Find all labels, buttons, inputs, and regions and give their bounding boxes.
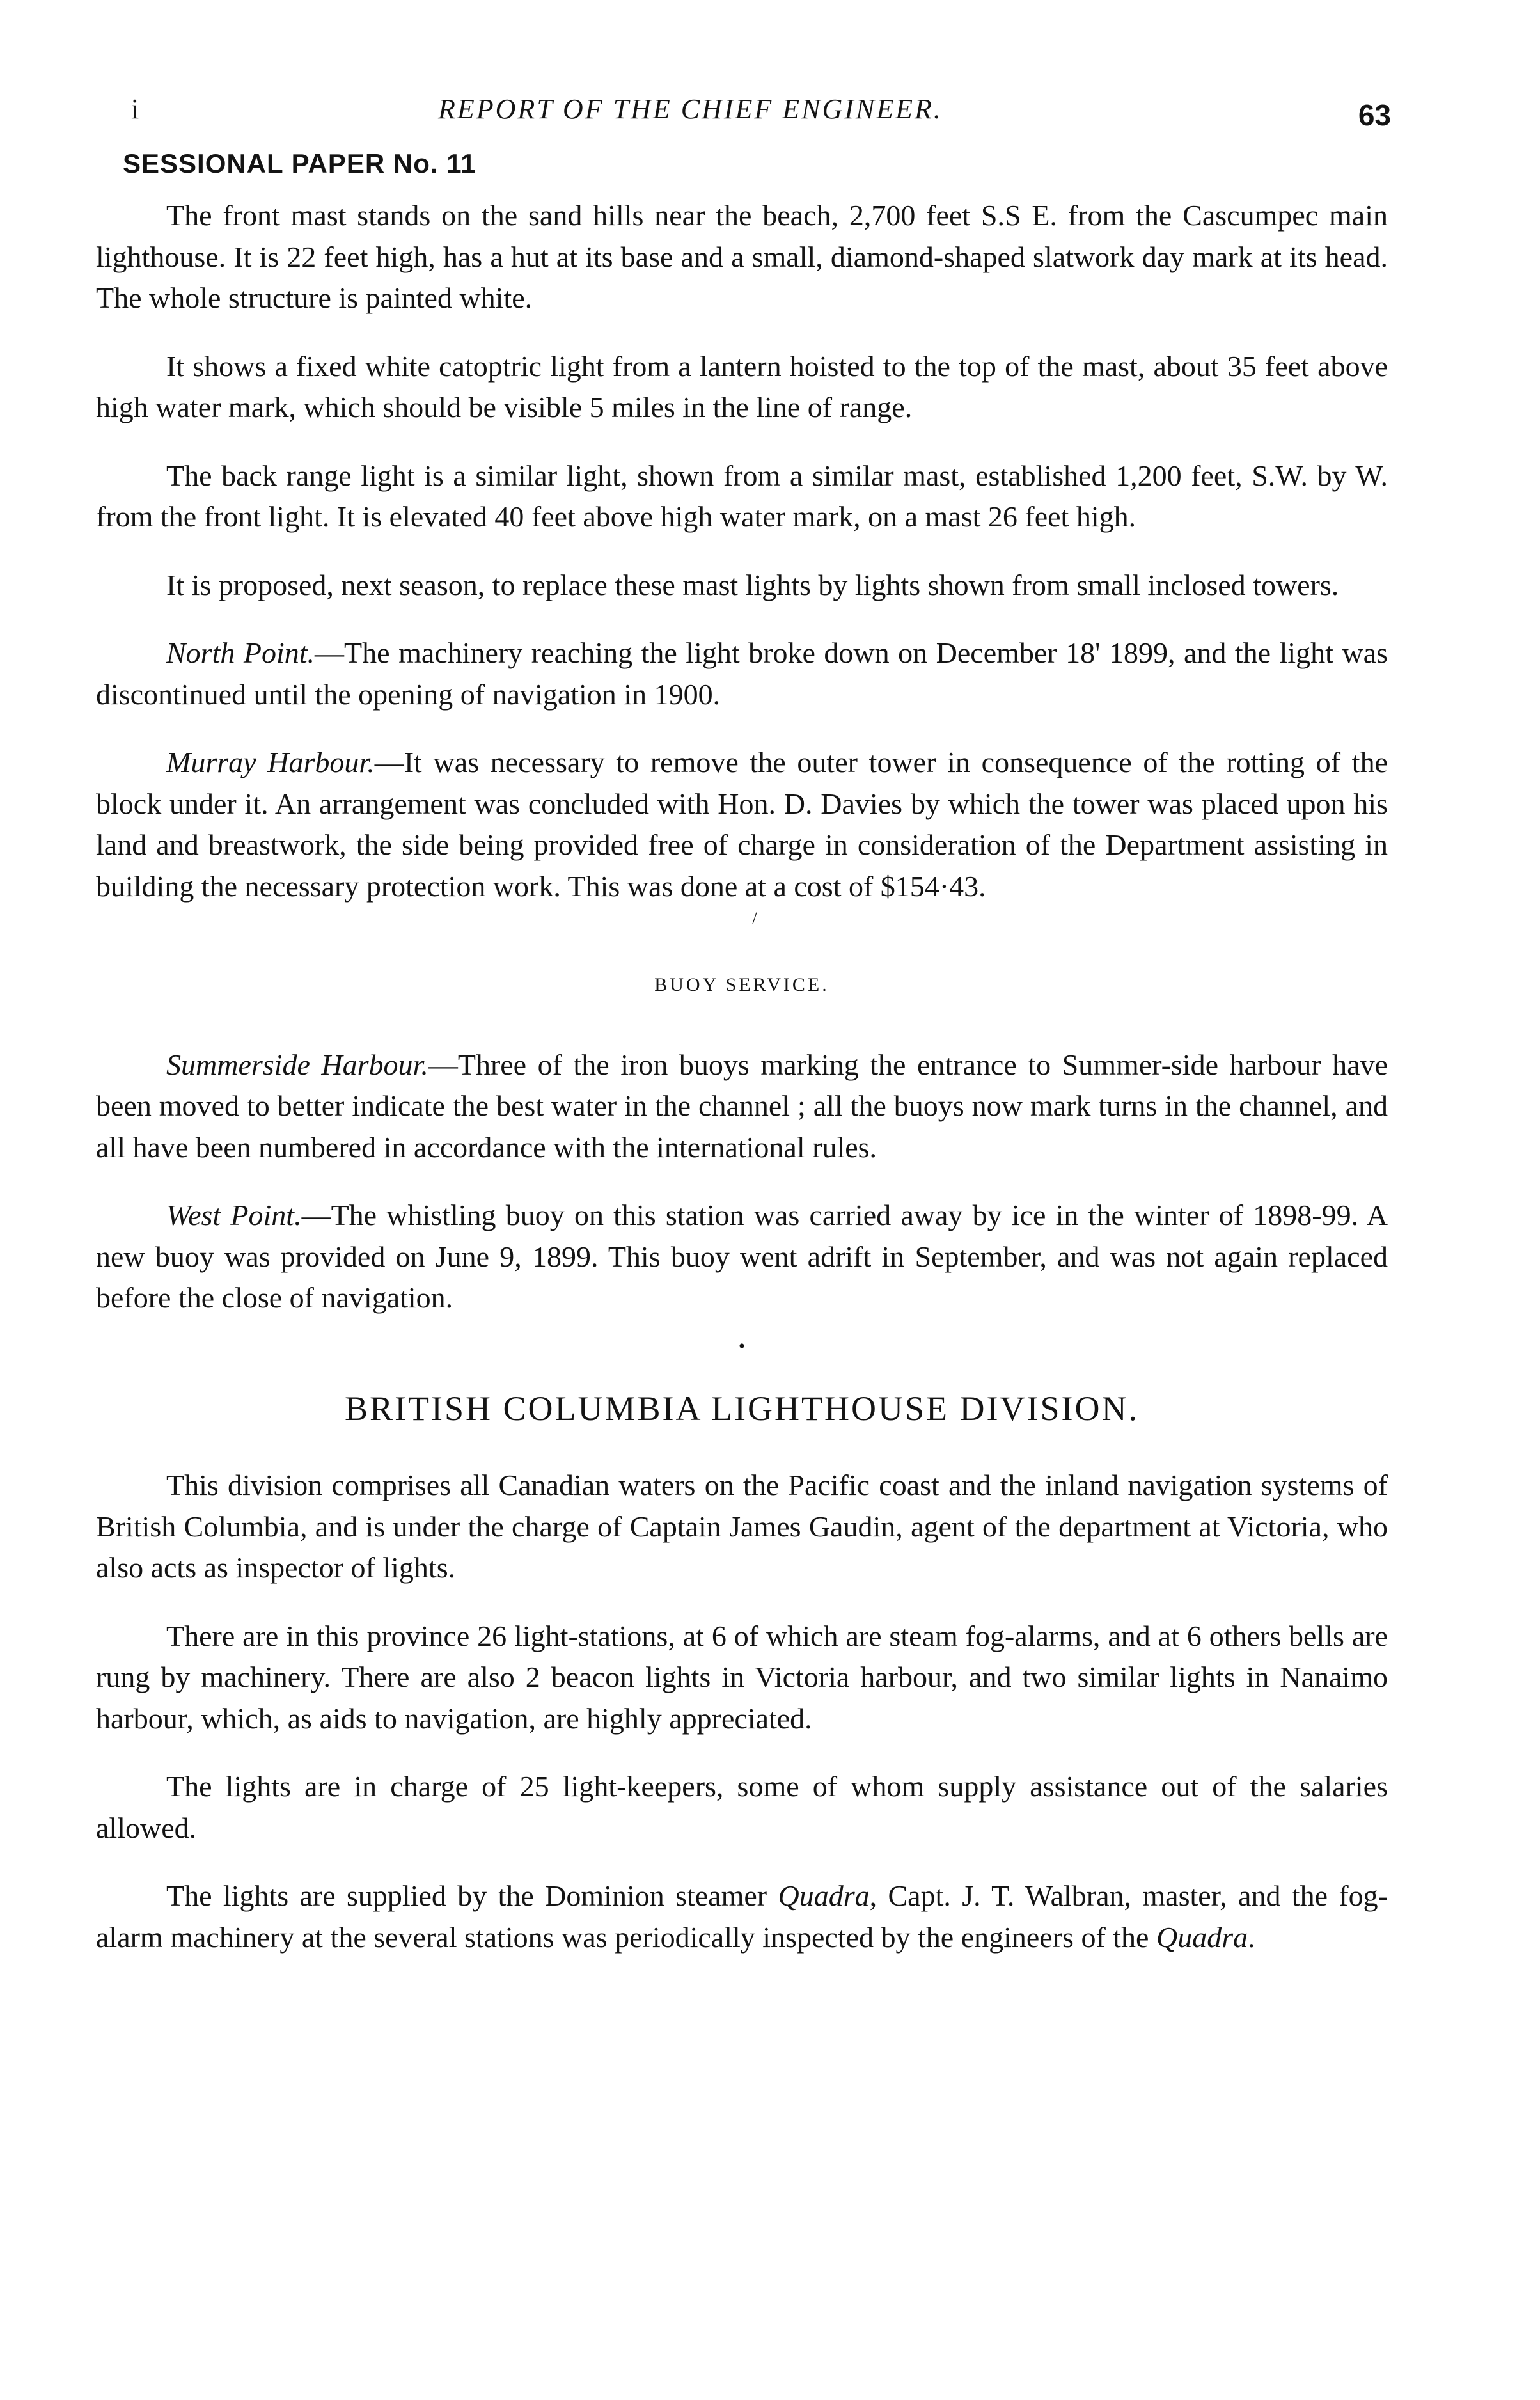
summerside-harbour-body: —Three of the iron buoys marking the entrance to Summer-side harbour have been moved to better indicate the best water in the channel ; all the buoys now mark turns in the channel, and all have been numbered in accordance with the international rules.	[96, 1048, 1388, 1164]
paragraph-murray-harbour	[96, 742, 1388, 907]
running-title: REPORT OF THE CHIEF ENGINEER.	[438, 93, 943, 125]
paragraph-front-mast: The front mast stands on the sand hills near the beach, 2,700 feet S.S E. from the Cascumpec main lighthouse. It is 22 feet high, has a hut at its base and a small, diamond-shaped slatwork day mark at its head. The whole structure is painted white.	[96, 199, 1388, 314]
murray-harbour-lead: Murray Harbour.	[166, 746, 375, 778]
supply-text-b: , Capt. J. T. Walbran, master, and the fog-alarm machinery at the several stations was periodically inspected by the engineers of the	[96, 1879, 1388, 1954]
sessional-paper-label: SESSIONAL PAPER No. 11	[123, 148, 476, 178]
header-left-mark: i	[131, 93, 139, 125]
west-point-body: —The whistling buoy on this station was carried away by ice in the winter of 1898-99. A new buoy was provided on June 9, 1899. This buoy went adrift in September, and was not again replaced before the close of navigation.	[96, 1199, 1388, 1314]
north-point-lead: North Point.	[166, 636, 315, 669]
paragraph-division-scope: This division comprises all Canadian waters on the Pacific coast and the inland navigation systems of British Columbia, and is under the charge of Captain James Gaudin, agent of the department at Victoria, who also acts as inspector of lights.	[96, 1469, 1388, 1584]
paragraph-north-point	[96, 633, 1388, 715]
stray-mark: /	[752, 909, 757, 928]
north-point-body: —The machinery reaching the light broke down on December 18' 1899, and the light was discontinued until the opening of navigation in 1900.	[96, 636, 1388, 711]
buoy-service-heading: BUOY SERVICE.	[654, 974, 829, 995]
supply-text-a: The lights are supplied by the Dominion steamer	[166, 1879, 778, 1912]
supply-text-c: .	[1248, 1920, 1255, 1954]
summerside-harbour-lead: Summerside Harbour.	[166, 1048, 428, 1081]
paragraph-west-point	[96, 1195, 1388, 1319]
paragraph-proposal: It is proposed, next season, to replace these mast lights by lights shown from small inclosed towers.	[166, 568, 1339, 601]
west-point-lead: West Point.	[166, 1199, 302, 1231]
paragraph-light-stations: There are in this province 26 light-stations, at 6 of which are steam fog-alarms, and at 6 others bells are rung by machinery. There are also 2 beacon lights in Victoria harbour, and two similar lights in Nanaimo harbour, which, as aids to navigation, are highly appreciated.	[96, 1619, 1388, 1735]
paragraph-supply-steamer	[96, 1875, 1388, 1958]
paragraph-light-keepers: The lights are in charge of 25 light-keepers, some of whom supply assistance out of the salaries allowed.	[96, 1770, 1388, 1844]
paragraph-summerside-harbour	[96, 1045, 1388, 1169]
bullet-mark: •	[738, 1335, 746, 1357]
page-number: 63	[1358, 99, 1391, 132]
body-text	[96, 195, 1388, 1985]
british-columbia-heading: BRITISH COLUMBIA LIGHTHOUSE DIVISION.	[345, 1389, 1139, 1428]
paragraph-back-range-light: The back range light is a similar light, shown from a similar mast, established 1,200 feet, S.W. by W. from the front light. It is elevated 40 feet above high water mark, on a mast 26 feet high.	[96, 459, 1388, 533]
running-header	[131, 93, 1391, 138]
murray-harbour-body: —It was necessary to remove the outer tower in consequence of the rotting of the block under it. An arrangement was concluded with Hon. D. Davies by which the tower was placed upon his land and breastwork, the side being provided free of charge in consideration of the Department assisting in building the necessary protection work. This was done at a cost of $154·43.	[96, 746, 1388, 903]
ship-name-quadra-2: Quadra	[1156, 1920, 1248, 1954]
paragraph-fixed-light: It shows a fixed white catoptric light from a lantern hoisted to the top of the mast, about 35 feet above high water mark, which should be visible 5 miles in the line of range.	[96, 349, 1388, 423]
ship-name-quadra: Quadra	[778, 1879, 870, 1912]
